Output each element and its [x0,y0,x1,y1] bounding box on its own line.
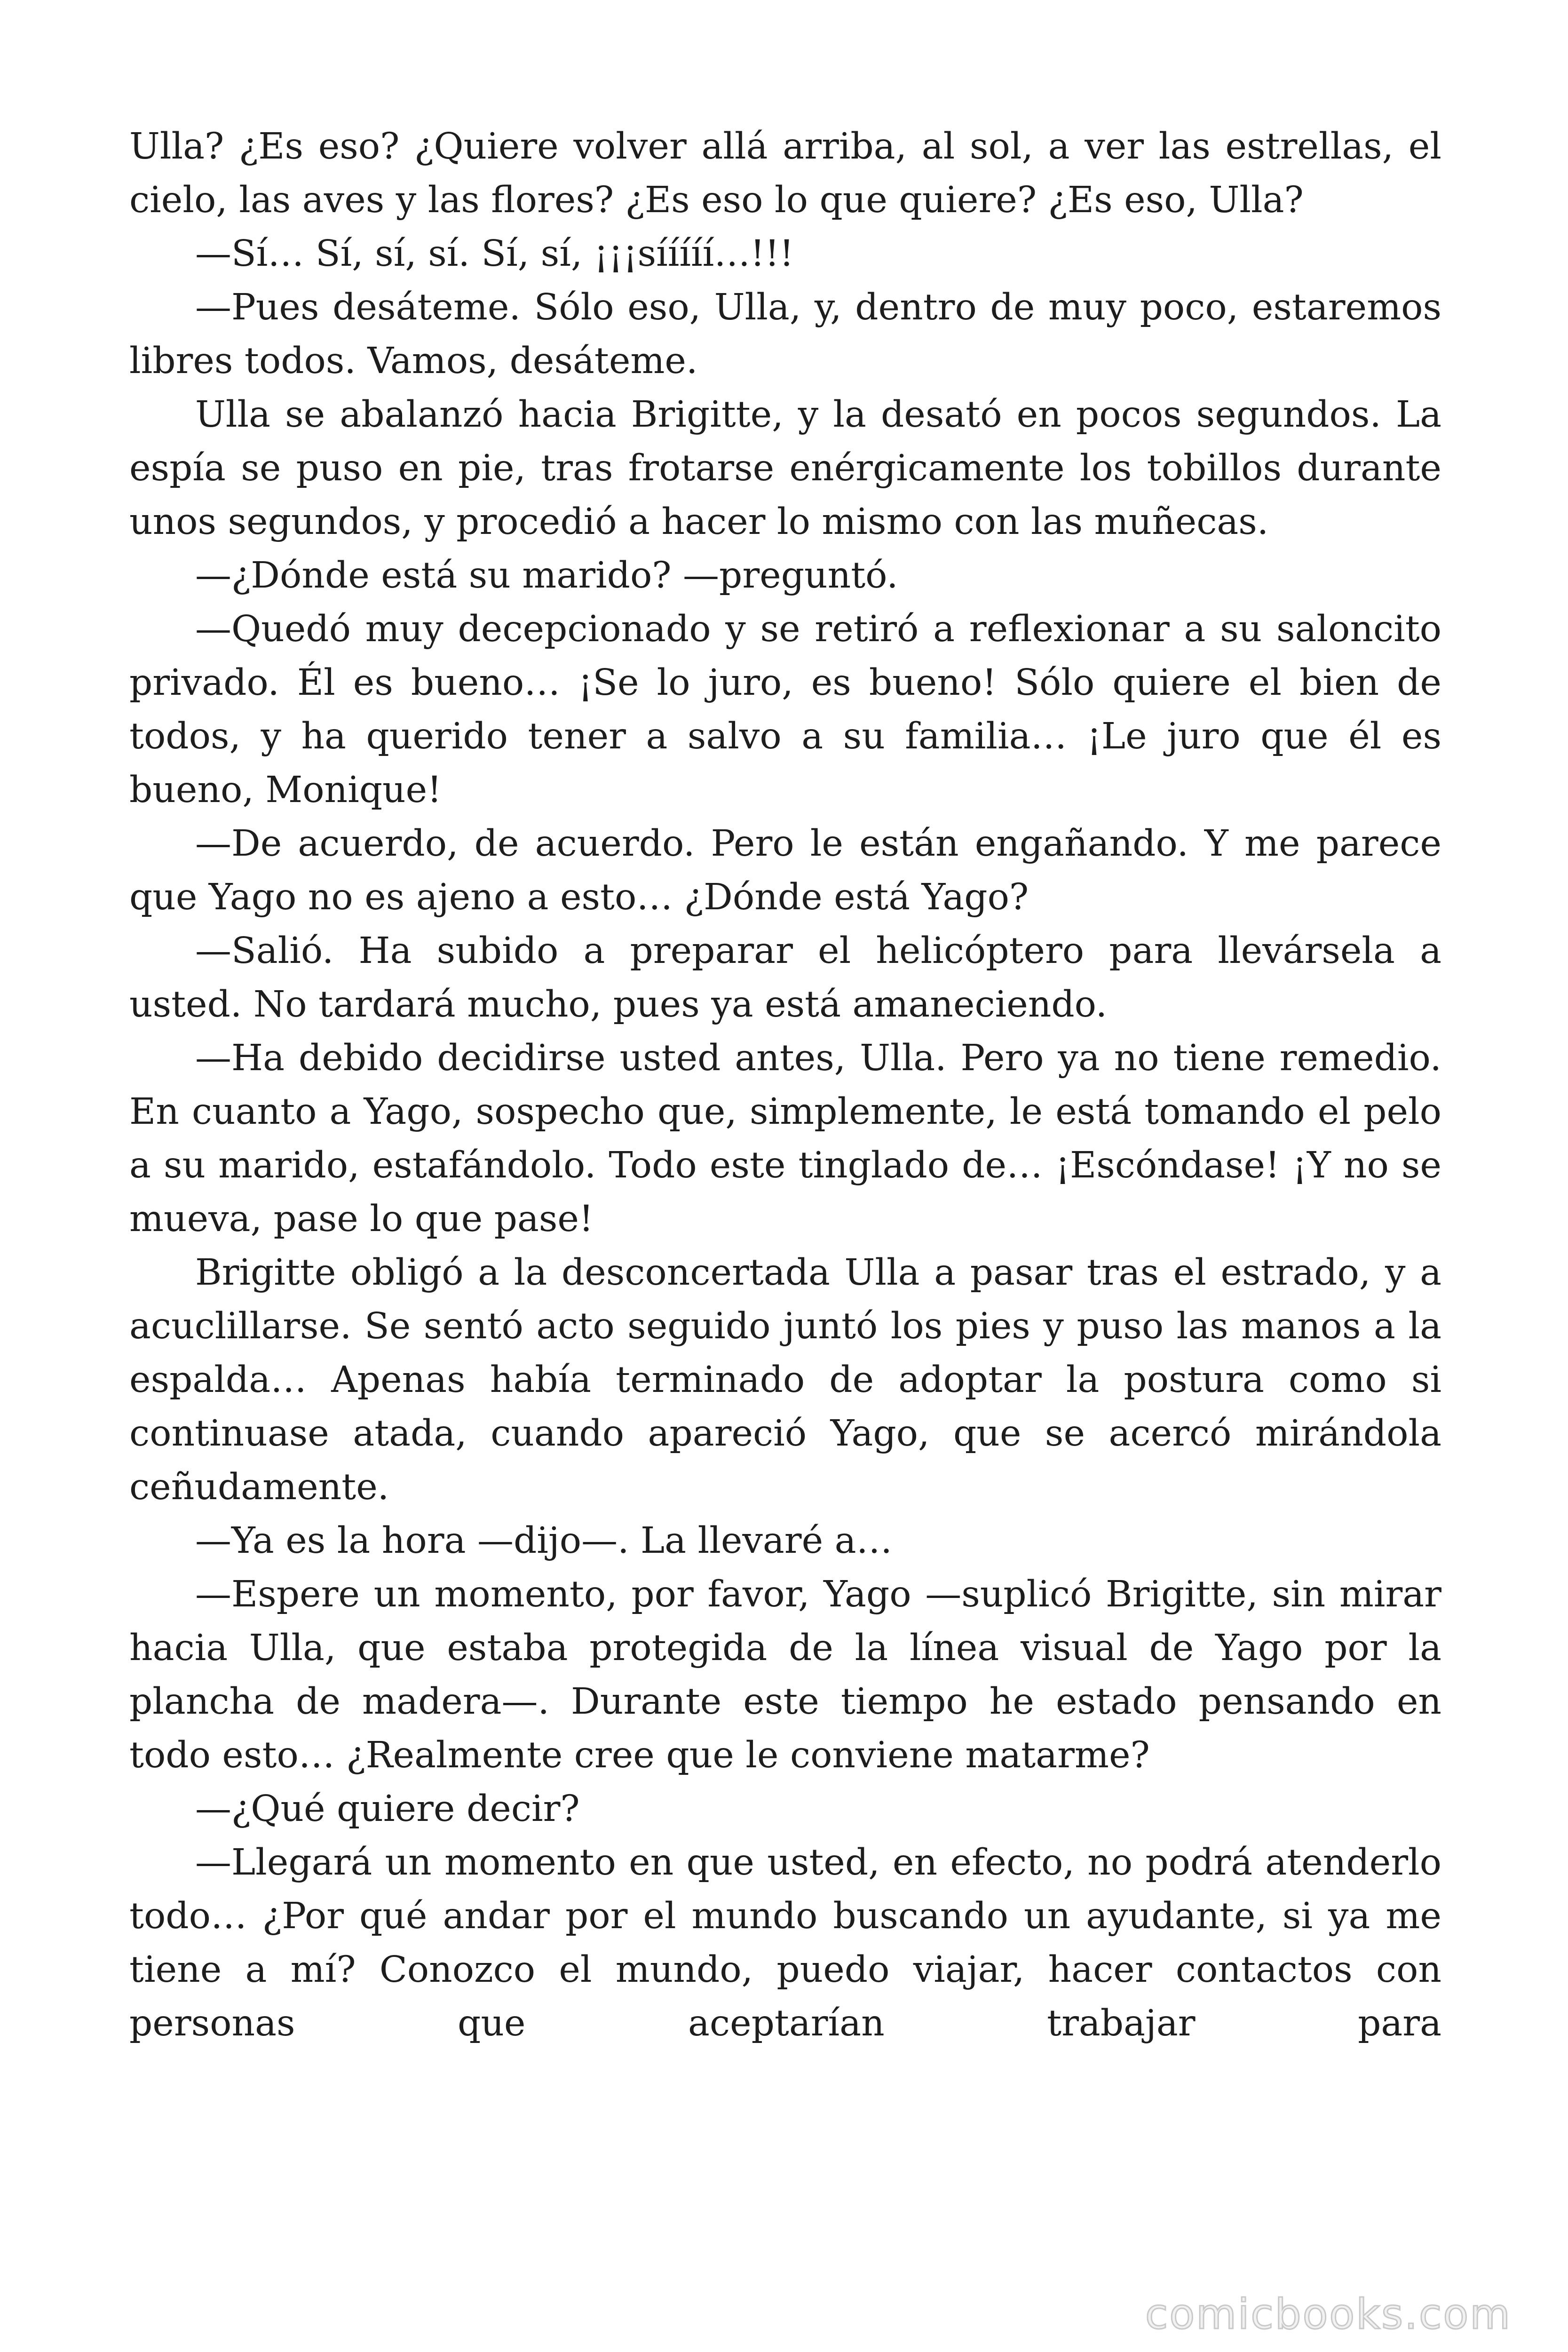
paragraph: —Quedó muy decepcionado y se retiró a reflexionar a su saloncito privado. Él es bueno… ¡Se lo juro, es bueno! Sólo quiere el bien de todos, y ha querido tener a salvo a su familia… ¡Le juro que él es bueno, Monique! [129,608,1441,811]
watermark: comicbooks.com [1145,2290,1512,2338]
paragraph: Ulla se abalanzó hacia Brigitte, y la desató en pocos segundos. La espía se puso en pie, tras frotarse enérgicamente los tobillos durante unos segundos, y procedió a hacer lo mismo con las muñecas. [129,394,1441,543]
book-page-text [129,120,1441,2050]
paragraph-last: —Llegará un momento en que usted, en efecto, no podrá atenderlo todo… ¿Por qué andar por el mundo buscando un ayudante, si ya me tiene a mí? Conozco el mundo, puedo viajar, hacer contactos con personas que aceptarían trabajar para [129,1842,1441,2044]
paragraph: —Sí… Sí, sí, sí. Sí, sí, ¡¡¡sííííí…!!! [195,233,794,275]
paragraph: —Espere un momento, por favor, Yago —suplicó Brigitte, sin mirar hacia Ulla, que estaba protegida de la línea visual de Yago por la plancha de madera—. Durante este tiempo he estado pensando en todo esto… ¿Realmente cree que le conviene matarme? [129,1573,1441,1776]
paragraph: —Salió. Ha subido a preparar el helicóptero para llevársela a usted. No tardará mucho, pues ya está amaneciendo. [129,930,1441,1025]
paragraph: —¿Qué quiere decir? [195,1788,580,1830]
paragraph: Brigitte obligó a la desconcertada Ulla a pasar tras el estrado, y a acuclillarse. Se sentó acto seguido juntó los pies y puso las manos a la espalda… Apenas había terminado de adoptar la postura como si continuase atada, cuando apareció Yago, que se acercó mirándola ceñudamente. [129,1252,1441,1508]
paragraph: —De acuerdo, de acuerdo. Pero le están engañando. Y me parece que Yago no es ajeno a esto… ¿Dónde está Yago? [129,823,1441,918]
paragraph: —¿Dónde está su marido? —preguntó. [195,555,898,596]
paragraph-continuation: Ulla? ¿Es eso? ¿Quiere volver allá arriba, al sol, a ver las estrellas, el cielo, las aves y las flores? ¿Es eso lo que quiere? ¿Es eso, Ulla? [129,126,1441,221]
paragraph: —Pues desáteme. Sólo eso, Ulla, y, dentro de muy poco, estaremos libres todos. Vamos, desáteme. [129,286,1441,382]
paragraph: —Ya es la hora —dijo—. La llevaré a… [195,1520,893,1562]
paragraph: —Ha debido decidirse usted antes, Ulla. Pero ya no tiene remedio. En cuanto a Yago, sospecho que, simplemente, le está tomando el pelo a su marido, estafándolo. Todo este tinglado de… ¡Escóndase! ¡Y no se mueva, pase lo que pase! [129,1037,1441,1240]
